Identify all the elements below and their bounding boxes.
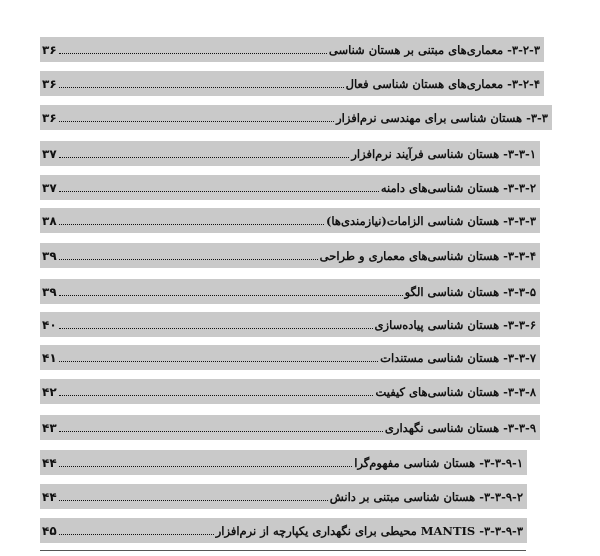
toc-entry [40, 379, 540, 404]
toc-entry-page: ۴۴ [42, 489, 57, 504]
dot-leader [59, 361, 378, 362]
dot-leader [59, 259, 318, 260]
toc-entry [40, 312, 540, 337]
toc-entry [40, 345, 540, 370]
toc-entry-page: ۴۲ [42, 384, 57, 399]
toc-entry-title: ۳-۳-۹- هستان شناسی نگهداری [384, 420, 536, 435]
toc-entry-title: ۳-۳-۵- هستان شناسی الگو [404, 284, 536, 299]
toc-entry-title: ۳-۳- هستان شناسی برای مهندسی نرم‌افزار [336, 110, 548, 125]
dot-leader [59, 328, 373, 329]
dot-leader [59, 431, 383, 432]
toc-entry [40, 105, 552, 130]
toc-entry-title: ۳-۳-۷- هستان شناسی مستندات [380, 350, 536, 365]
toc-entry-page: ۴۵ [42, 523, 57, 538]
toc-entry-page: ۳۷ [42, 146, 57, 161]
toc-entry [40, 71, 544, 96]
dot-leader [59, 191, 379, 192]
toc-entry [40, 243, 540, 268]
dot-leader [59, 87, 344, 88]
toc-entry-title: ۳-۳-۹-۳- MANTIS محیطی برای نگهداری یکپارچه از نرم‌افزار [215, 523, 523, 538]
toc-entry-page: ۴۴ [42, 455, 57, 470]
toc-entry-page: ۴۱ [42, 350, 57, 365]
toc-entry-title: ۳-۳-۱- هستان شناسی فرآیند نرم‌افزار [351, 146, 536, 161]
toc-entry-title: ۳-۲-۳- معماری‌های مبتنی بر هستان شناسی [328, 42, 540, 57]
toc-entry-title: ۳-۳-۶- هستان شناسی پیاده‌سازی [374, 317, 536, 332]
toc-entry-page: ۳۹ [42, 248, 57, 263]
toc-entry [40, 175, 540, 200]
dot-leader [59, 466, 353, 467]
toc-entry-title: ۳-۳-۲- هستان شناسی‌های دامنه [380, 180, 536, 195]
dot-leader [59, 224, 324, 225]
toc-entry-title: ۳-۳-۹-۲- هستان شناسی مبتنی بر دانش [329, 489, 523, 504]
toc-entry [40, 415, 540, 440]
dot-leader [59, 534, 214, 535]
dot-leader [59, 121, 334, 122]
toc-entry-title: ۳-۳-۸- هستان شناسی‌های کیفیت [375, 384, 536, 399]
toc-entry-title: ۳-۳-۴- هستان شناسی‌های معماری و طراحی [319, 248, 536, 263]
dot-leader [59, 500, 328, 501]
page-bottom-rule [40, 550, 526, 551]
toc-entry [40, 208, 540, 233]
toc-entry-title: ۳-۳-۳- هستان شناسی الزامات(نیازمندی‌ها) [325, 213, 536, 228]
toc-entry-page: ۳۹ [42, 284, 57, 299]
toc-entry [40, 141, 540, 166]
toc-entry [40, 279, 540, 304]
dot-leader [59, 53, 327, 54]
toc-entry-page: ۴۳ [42, 420, 57, 435]
toc-entry [40, 484, 527, 509]
dot-leader [59, 157, 350, 158]
toc-entry-page: ۳۷ [42, 180, 57, 195]
toc-entry-page: ۴۰ [42, 317, 57, 332]
dot-leader [59, 395, 374, 396]
toc-entry [40, 518, 527, 543]
toc-entry-page: ۳۶ [42, 42, 57, 57]
toc-entry [40, 450, 527, 475]
toc-entry-title: ۳-۳-۹-۱- هستان شناسی مفهوم‌گرا [354, 455, 523, 470]
toc-entry [40, 37, 544, 62]
toc-entry-page: ۳۶ [42, 76, 57, 91]
toc-entry-page: ۳۶ [42, 110, 57, 125]
toc-entry-page: ۳۸ [42, 213, 57, 228]
dot-leader [59, 295, 403, 296]
toc-entry-title: ۳-۲-۴- معماری‌های هستان شناسی فعال [345, 76, 540, 91]
